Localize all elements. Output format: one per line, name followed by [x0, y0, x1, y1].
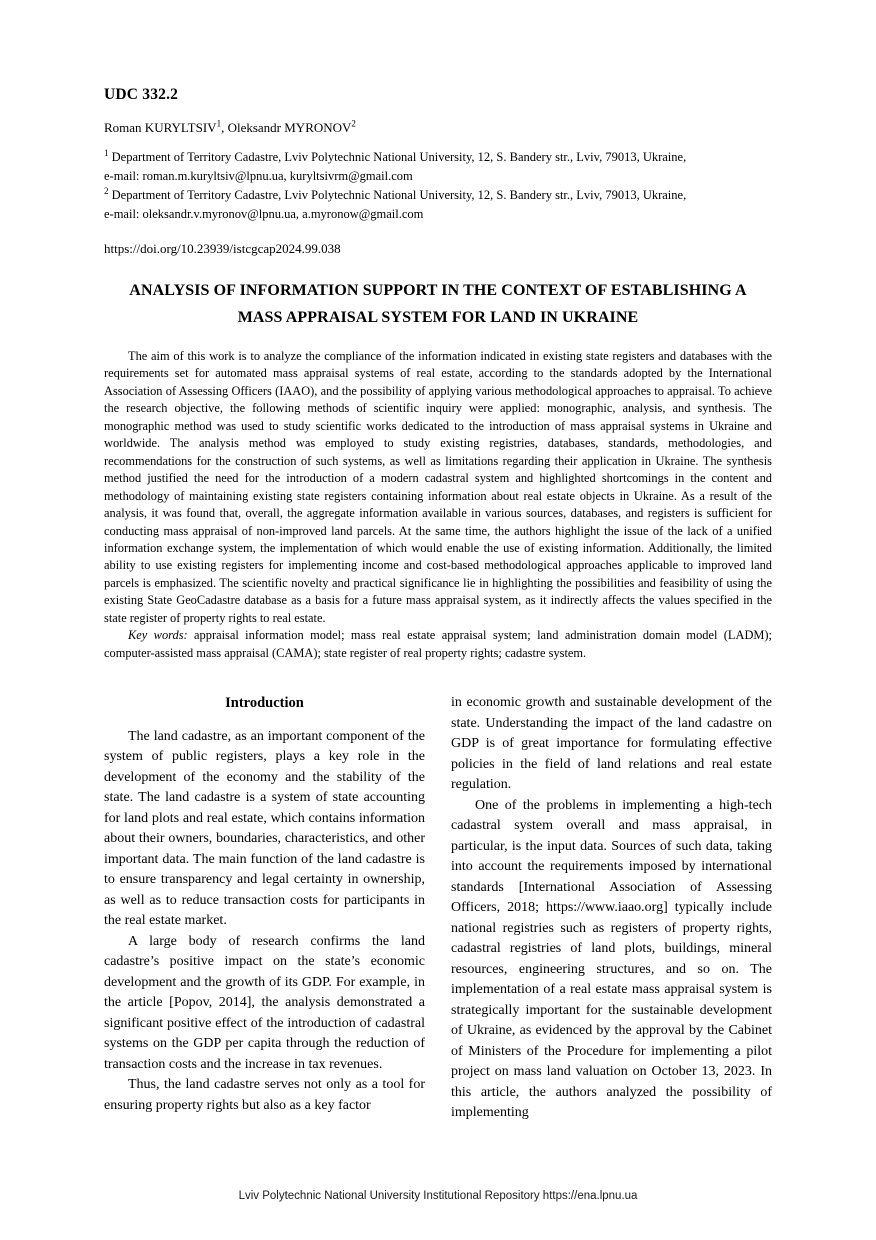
body-paragraph: Thus, the land cadastre serves not only as a tool for ensuring property rights but also as a key factor: [104, 1077, 425, 1113]
affiliation-text: Department of Territory Cadastre, Lviv Polytechnic National University, 12, S. Bandery str., Lviv, 79013, Ukraine,: [111, 188, 687, 202]
keywords-label: Key words:: [128, 628, 188, 643]
section-heading-introduction: Introduction: [225, 695, 304, 712]
authors-line: [104, 120, 772, 136]
two-column-body: [104, 693, 772, 1124]
right-column: [451, 693, 772, 1124]
affiliation-email: e-mail: roman.m.kuryltsiv@lpnu.ua, kuryltsivrm@gmail.com: [104, 169, 413, 183]
affiliation: [104, 148, 772, 167]
udc-code: UDC 332.2: [104, 86, 179, 103]
affiliation-marker: 2: [104, 185, 109, 196]
body-paragraph: One of the problems in implementing a high-tech cadastral system overall and mass appraisal, in particular, is the input data. Sources of such data, taking into account the requirements imposed by international standards [International Association of Assessing Officers, 2018; https://www.iaao.org] typically include national registries such as registers of property rights, cadastral registries of land plots, buildings, mineral resources, engineering structures, and so on. The implementation of a real estate mass appraisal system is strategically important for the sustainable development of Ukraine, as evidenced by the approval by the Cabinet of Ministers of the Procedure for implementing a pilot project on mass land valuation on October 13, 2023. In this article, the authors analyzed the possibility of implementing: [451, 797, 772, 1121]
affiliation-marker: 1: [104, 147, 109, 158]
affiliation-email: e-mail: oleksandr.v.myronov@lpnu.ua, a.myronow@gmail.com: [104, 207, 424, 221]
doi-link: https://doi.org/10.23939/istcgcap2024.99.038: [104, 241, 341, 256]
author-name: Roman KURYLTSIV: [104, 120, 217, 135]
body-paragraph: The land cadastre, as an important component of the system of public registers, plays a key role in the development of the economy and the stability of the state. The land cadastre is a system of state accounting for land plots and real estate, which contains information about their owners, boundaries, characteristics, and other important data. The main function of the land cadastre is to ensure transparency and legal certainty in ownership, as well as to reduce transaction costs for participants in the real estate market.: [104, 728, 425, 929]
author-affiliation-marker: 1: [216, 118, 222, 129]
affiliation: [104, 186, 772, 205]
paper-title: ANALYSIS OF INFORMATION SUPPORT IN THE CONTEXT OF ESTABLISHING A MASS APPRAISAL SYSTEM FOR LAND IN UKRAINE: [129, 282, 747, 326]
abstract-block: [104, 348, 772, 662]
author-affiliation-marker: 2: [351, 118, 356, 129]
author-separator: ,: [221, 120, 228, 135]
abstract-text: The aim of this work is to analyze the compliance of the information indicated in existing state registers and databases with the requirements set for automated mass appraisal systems of real estate, according to the standards adopted by the International Association of Assessing Officers (IAAO), and the possibility of applying various methodological approaches to appraisal. To achieve the research objective, the following methods of scientific inquiry were applied: monographic, analysis, and synthesis. The monographic method was used to study scientific works dedicated to the introduction of mass appraisal systems in Ukraine and worldwide. The analysis method was employed to study existing registries, databases, standards, methodologies, and recommendations for the construction of such systems, as well as limitations regarding their application in Ukraine. The synthesis method justified the need for the introduction of a modern cadastral system and highlighted shortcomings in the content and methodology of maintaining existing state registers containing information about real estate objects in Ukraine. As a result of the analysis, it was found that, overall, the aggregate information available in various sources, databases, and registers is sufficient for conducting mass appraisal of non-improved land parcels. At the same time, the authors highlight the issue of the lack of a unified information exchange system, the implementation of which would enable the use of existing information. Additionally, the limited ability to use existing registers for implementing income and cost-based methodological approaches applicable to improved land parcels is emphasized. The scientific novelty and practical significance lie in highlighting the possibilities and feasibility of using the existing State GeoCadastre database as a basis for a future mass appraisal system, as it indirectly affects the values specified in the state register of property rights to real estate.: [104, 349, 772, 625]
keywords-line: [104, 627, 772, 662]
body-paragraph: A large body of research confirms the land cadastre’s positive impact on the state’s economic development and the growth of its GDP. For example, in the article [Popov, 2014], the analysis demonstrated a significant positive effect of the introduction of cadastral systems on the GDP per capita through the reduction of transaction costs and the increase in tax revenues.: [104, 933, 425, 1072]
author-name: Oleksandr MYRONOV: [227, 120, 352, 135]
keywords-text: appraisal information model; mass real estate appraisal system; land administration domain model (LADM); computer-assisted mass appraisal (CAMA); state register of real property rights; cadastre system.: [104, 628, 772, 660]
affiliation-text: Department of Territory Cadastre, Lviv Polytechnic National University, 12, S. Bandery str., Lviv, 79013, Ukraine,: [111, 150, 687, 164]
affiliations-block: [104, 148, 772, 224]
repository-footer: Lviv Polytechnic National University Institutional Repository https://ena.lpnu.ua: [238, 1190, 638, 1202]
left-column: [104, 693, 425, 1124]
body-paragraph: in economic growth and sustainable development of the state. Understanding the impact of the land cadastre on GDP is of great importance for formulating effective policies in the field of land relations and real estate regulation.: [451, 695, 772, 793]
